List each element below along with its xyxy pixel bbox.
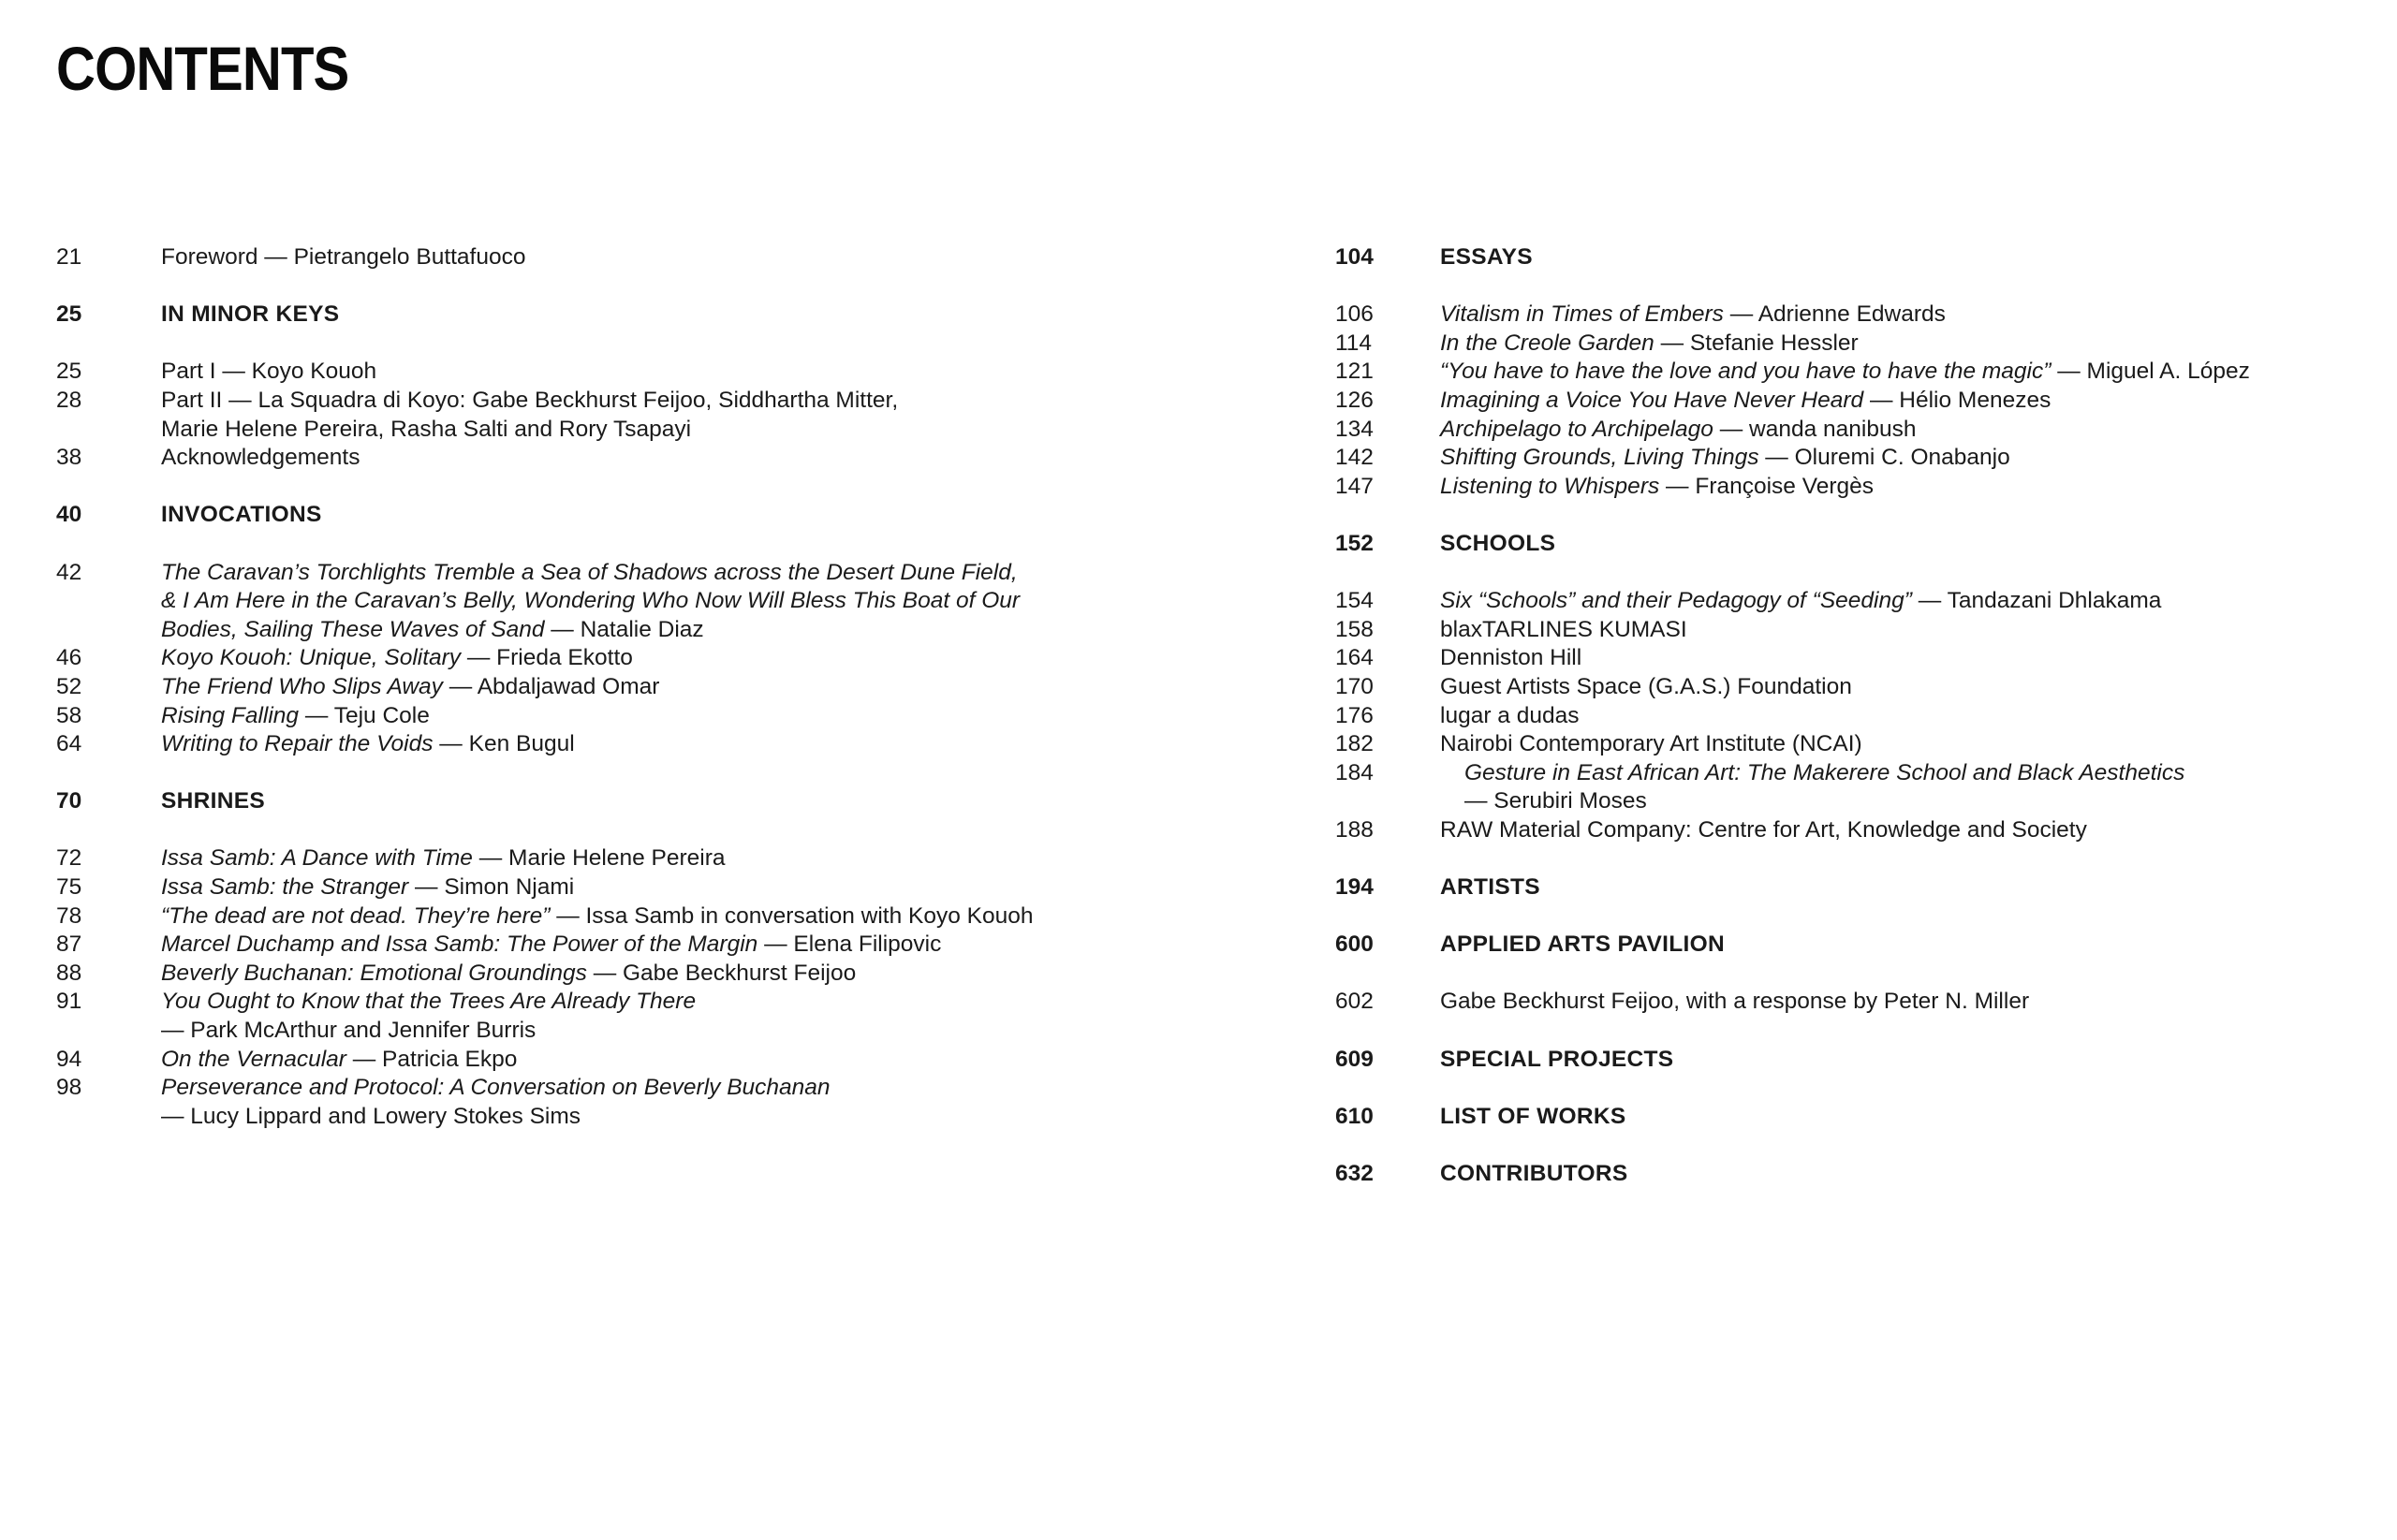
entry-text: — Park McArthur and Jennifer Burris	[161, 1018, 537, 1044]
entry-text: Marie Helene Pereira, Rasha Salti and Rory Tsapayi	[161, 416, 692, 442]
page-number: 147	[1335, 473, 1374, 499]
entry-text: ESSAYS	[1440, 244, 1533, 270]
entry-text: Foreword — Pietrangelo Buttafuoco	[161, 244, 526, 270]
toc-entry[interactable]	[56, 902, 1273, 931]
section-gap	[56, 530, 1273, 559]
entry-italic-title: You Ought to Know that the Trees Are Already There	[161, 989, 697, 1015]
toc-entry[interactable]	[56, 988, 1273, 1017]
entry-text: — Abdaljawad Omar	[442, 673, 660, 699]
page-number	[56, 1103, 161, 1132]
entry-text: Nairobi Contemporary Art Institute (NCAI)	[1440, 731, 1862, 757]
page-number: 632	[1335, 1161, 1374, 1186]
page-number: 176	[1335, 702, 1374, 728]
entry-title	[1440, 301, 2365, 330]
toc-entry[interactable]	[1335, 759, 2365, 788]
entry-title	[161, 873, 1273, 902]
entry-text: — Frieda Ekotto	[461, 645, 633, 671]
page-number: 40	[56, 502, 82, 528]
section-gap	[56, 330, 1273, 359]
entry-italic-title: Issa Samb: the Stranger	[161, 874, 409, 901]
entry-text: — Adrienne Edwards	[1723, 301, 1946, 328]
entry-text: — Marie Helene Pereira	[472, 845, 726, 872]
toc-entry[interactable]	[1335, 330, 2365, 359]
page-number: 72	[56, 845, 82, 872]
section-gap	[1335, 844, 2365, 873]
entry-title	[161, 387, 1273, 416]
entry-italic-title: In the Creole Garden	[1440, 330, 1654, 356]
page-number: 121	[1335, 359, 1374, 385]
entry-title	[1440, 616, 2365, 645]
page-number: 194	[1335, 874, 1374, 901]
toc-section-heading[interactable]	[1335, 873, 2365, 902]
toc-section-heading[interactable]	[1335, 931, 2365, 960]
toc-entry[interactable]	[56, 616, 1273, 645]
entry-text: — Serubiri Moses	[1464, 788, 1647, 814]
toc-entry[interactable]	[56, 730, 1273, 759]
toc-entry[interactable]	[56, 1103, 1273, 1132]
entry-text: IN MINOR KEYS	[161, 301, 340, 328]
page-number: 75	[56, 874, 82, 901]
entry-text: CONTRIBUTORS	[1440, 1161, 1628, 1186]
page-number: 91	[56, 989, 82, 1015]
entry-italic-title: Imagining a Voice You Have Never Heard	[1440, 387, 1864, 413]
toc-entry[interactable]	[56, 243, 1273, 272]
toc-entry[interactable]	[1335, 787, 2365, 816]
page-number: 600	[1335, 931, 1374, 958]
toc-entry[interactable]	[56, 387, 1273, 416]
section-title	[1440, 1103, 2365, 1132]
entry-text: SPECIAL PROJECTS	[1440, 1046, 1674, 1072]
entry-title	[1440, 816, 2365, 845]
page-title: CONTENTS	[56, 34, 349, 103]
toc-section-heading[interactable]	[1335, 243, 2365, 272]
contents-left-column	[56, 243, 1273, 1131]
entry-title	[161, 587, 1273, 616]
page-number: 609	[1335, 1046, 1374, 1072]
toc-section-heading[interactable]	[1335, 1160, 2365, 1189]
section-gap	[1335, 272, 2365, 301]
toc-entry[interactable]	[56, 873, 1273, 902]
toc-entry[interactable]	[1335, 816, 2365, 845]
entry-italic-title: Gesture in East African Art: The Makerere School and Black Aesthetics	[1464, 759, 2185, 785]
entry-italic-title: Rising Falling	[161, 702, 300, 728]
entry-title	[161, 1103, 1273, 1132]
page-number	[1335, 787, 1440, 816]
toc-entry[interactable]	[56, 960, 1273, 989]
page-number: 158	[1335, 616, 1374, 642]
entry-text: APPLIED ARTS PAVILION	[1440, 931, 1725, 958]
entry-text: LIST OF WORKS	[1440, 1103, 1626, 1129]
page-number: 106	[1335, 301, 1374, 328]
toc-entry[interactable]	[1335, 387, 2365, 416]
page-number: 88	[56, 960, 82, 986]
entry-italic-title: Listening to Whispers	[1440, 473, 1660, 499]
entry-title	[1440, 587, 2365, 616]
section-title	[1440, 931, 2365, 960]
entry-text: — Elena Filipovic	[757, 931, 942, 958]
page-number: 170	[1335, 673, 1374, 699]
entry-title	[1440, 358, 2365, 387]
entry-text: Gabe Beckhurst Feijoo, with a response by Peter N. Miller	[1440, 989, 2030, 1015]
entry-text: — Hélio Menezes	[1863, 387, 2051, 413]
toc-entry[interactable]	[1335, 702, 2365, 731]
toc-section-heading[interactable]	[1335, 1103, 2365, 1132]
toc-entry[interactable]	[56, 1074, 1273, 1103]
entry-text: Denniston Hill	[1440, 645, 1582, 671]
entry-title	[161, 358, 1273, 387]
entry-text: RAW Material Company: Centre for Art, Knowledge and Society	[1440, 816, 2087, 843]
entry-italic-title: “You have to have the love and you have to have the magic”	[1440, 359, 2051, 385]
entry-text: — Teju Cole	[299, 702, 430, 728]
toc-entry[interactable]	[1335, 416, 2365, 445]
entry-text: — Oluremi C. Onabanjo	[1758, 445, 2010, 471]
entry-italic-title: On the Vernacular	[161, 1046, 346, 1072]
section-title	[1440, 1046, 2365, 1075]
toc-entry[interactable]	[56, 1017, 1273, 1046]
toc-entry[interactable]	[56, 559, 1273, 588]
entry-title	[161, 844, 1273, 873]
section-gap	[1335, 1131, 2365, 1160]
page-number	[56, 616, 161, 645]
entry-title	[161, 644, 1273, 673]
page-number: 94	[56, 1046, 82, 1072]
section-title	[1440, 1160, 2365, 1189]
page-number: 21	[56, 244, 82, 270]
entry-text: — Lucy Lippard and Lowery Stokes Sims	[161, 1103, 581, 1129]
section-gap	[1335, 559, 2365, 588]
section-gap	[1335, 1074, 2365, 1103]
section-gap	[1335, 1017, 2365, 1046]
page-number: 28	[56, 387, 82, 413]
entry-title	[161, 702, 1273, 731]
entry-italic-title: Beverly Buchanan: Emotional Groundings	[161, 960, 587, 986]
page-number: 52	[56, 673, 82, 699]
toc-entry[interactable]	[56, 644, 1273, 673]
entry-text: SCHOOLS	[1440, 530, 1556, 556]
entry-title	[161, 902, 1273, 931]
entry-title	[161, 444, 1273, 473]
page-number: 58	[56, 702, 82, 728]
entry-text: — Miguel A. López	[2051, 359, 2250, 385]
toc-entry[interactable]	[1335, 988, 2365, 1017]
entry-text: — Gabe Beckhurst Feijoo	[586, 960, 857, 986]
entry-title	[1440, 673, 2365, 702]
toc-entry[interactable]	[1335, 616, 2365, 645]
entry-text: blaxTARLINES KUMASI	[1440, 616, 1687, 642]
entry-italic-title: Writing to Repair the Voids	[161, 731, 434, 757]
page-number: 610	[1335, 1103, 1374, 1129]
entry-title	[1440, 416, 2365, 445]
section-gap	[56, 473, 1273, 502]
entry-italic-title: Bodies, Sailing These Waves of Sand	[161, 616, 545, 642]
toc-entry[interactable]	[1335, 730, 2365, 759]
toc-section-heading[interactable]	[56, 787, 1273, 816]
entry-italic-title: Six “Schools” and their Pedagogy of “Seeding”	[1440, 588, 1912, 614]
section-gap	[1335, 501, 2365, 530]
section-gap	[56, 816, 1273, 845]
entry-text: Part I — Koyo Kouoh	[161, 359, 377, 385]
section-gap	[1335, 902, 2365, 931]
toc-section-heading[interactable]	[1335, 530, 2365, 559]
toc-entry[interactable]	[1335, 301, 2365, 330]
page-number: 38	[56, 445, 82, 471]
entry-italic-title: Issa Samb: A Dance with Time	[161, 845, 473, 872]
entry-text: Acknowledgements	[161, 445, 360, 471]
entry-text: — Issa Samb in conversation with Koyo Kouoh	[550, 902, 1034, 929]
page-number: 46	[56, 645, 82, 671]
toc-entry[interactable]	[1335, 644, 2365, 673]
entry-title	[1440, 787, 2365, 816]
page-number: 70	[56, 788, 82, 814]
toc-section-heading[interactable]	[56, 301, 1273, 330]
entry-text: — Tandazani Dhlakama	[1911, 588, 2162, 614]
entry-title	[1440, 730, 2365, 759]
toc-entry[interactable]	[56, 1046, 1273, 1075]
page-number: 182	[1335, 731, 1374, 757]
section-title	[1440, 873, 2365, 902]
section-title	[161, 301, 1273, 330]
entry-title	[1440, 759, 2365, 788]
entry-text: — Patricia Ekpo	[346, 1046, 518, 1072]
entry-text: — Ken Bugul	[433, 731, 575, 757]
entry-text: INVOCATIONS	[161, 502, 322, 528]
entry-text: Guest Artists Space (G.A.S.) Foundation	[1440, 673, 1852, 699]
entry-italic-title: Shifting Grounds, Living Things	[1440, 445, 1759, 471]
page-number: 25	[56, 359, 82, 385]
entry-title	[1440, 330, 2365, 359]
entry-italic-title: Perseverance and Protocol: A Conversation on Beverly Buchanan	[161, 1075, 831, 1101]
entry-text: — Natalie Diaz	[544, 616, 704, 642]
contents-right-column	[1335, 243, 2365, 1189]
toc-entry[interactable]	[56, 358, 1273, 387]
entry-italic-title: Koyo Kouoh: Unique, Solitary	[161, 645, 462, 671]
page-number: 142	[1335, 445, 1374, 471]
entry-title	[161, 416, 1273, 445]
entry-text: — wanda nanibush	[1713, 416, 1917, 442]
entry-text: ARTISTS	[1440, 874, 1540, 901]
entry-italic-title: The Friend Who Slips Away	[161, 673, 443, 699]
entry-italic-title: The Caravan’s Torchlights Tremble a Sea of Shadows across the Desert Dune Field,	[161, 559, 1018, 585]
page-number: 602	[1335, 989, 1374, 1015]
page-number	[56, 416, 161, 445]
entry-text: — Stefanie Hessler	[1654, 330, 1859, 356]
entry-italic-title: Vitalism in Times of Embers	[1440, 301, 1724, 328]
toc-entry[interactable]	[56, 702, 1273, 731]
toc-section-heading[interactable]	[1335, 1046, 2365, 1075]
toc-entry[interactable]	[1335, 444, 2365, 473]
page-number: 126	[1335, 387, 1374, 413]
section-gap	[1335, 960, 2365, 989]
page-number	[56, 587, 161, 616]
page-number: 114	[1335, 330, 1373, 356]
page-number: 25	[56, 301, 82, 328]
page-number: 42	[56, 559, 82, 585]
entry-text: lugar a dudas	[1440, 702, 1580, 728]
section-title	[1440, 530, 2365, 559]
entry-text: — Françoise Vergès	[1659, 473, 1875, 499]
entry-title	[161, 931, 1273, 960]
section-title	[161, 501, 1273, 530]
section-gap	[56, 759, 1273, 788]
entry-title	[1440, 988, 2365, 1017]
section-title	[161, 787, 1273, 816]
page-number: 154	[1335, 588, 1374, 614]
entry-title	[161, 730, 1273, 759]
entry-text: Part II — La Squadra di Koyo: Gabe Beckhurst Feijoo, Siddhartha Mitter,	[161, 387, 899, 413]
toc-entry[interactable]	[56, 931, 1273, 960]
toc-entry[interactable]	[56, 444, 1273, 473]
section-gap	[56, 272, 1273, 301]
entry-title	[1440, 644, 2365, 673]
entry-title	[161, 1046, 1273, 1075]
entry-text: — Simon Njami	[408, 874, 575, 901]
page-number: 134	[1335, 416, 1374, 442]
page-number: 152	[1335, 530, 1374, 556]
entry-title	[161, 559, 1273, 588]
toc-entry[interactable]	[1335, 473, 2365, 502]
toc-entry[interactable]	[56, 673, 1273, 702]
page-number: 104	[1335, 244, 1374, 270]
entry-title	[1440, 473, 2365, 502]
toc-entry[interactable]	[1335, 358, 2365, 387]
entry-italic-title: Marcel Duchamp and Issa Samb: The Power of the Margin	[161, 931, 758, 958]
page-number	[56, 1017, 161, 1046]
page-number: 64	[56, 731, 82, 757]
entry-title	[1440, 702, 2365, 731]
entry-italic-title: Archipelago to Archipelago	[1440, 416, 1713, 442]
page-number: 184	[1335, 759, 1374, 785]
entry-title	[161, 616, 1273, 645]
toc-entry[interactable]	[56, 416, 1273, 445]
toc-section-heading[interactable]	[56, 501, 1273, 530]
section-title	[1440, 243, 2365, 272]
toc-entry[interactable]	[1335, 673, 2365, 702]
entry-title	[161, 1017, 1273, 1046]
toc-entry[interactable]	[1335, 587, 2365, 616]
page-number: 78	[56, 902, 82, 929]
entry-title	[161, 988, 1273, 1017]
entry-title	[161, 960, 1273, 989]
page-number: 188	[1335, 816, 1374, 843]
toc-entry[interactable]	[56, 587, 1273, 616]
entry-text: SHRINES	[161, 788, 266, 814]
entry-title	[161, 243, 1273, 272]
page-number: 87	[56, 931, 82, 958]
entry-title	[1440, 444, 2365, 473]
entry-italic-title: “The dead are not dead. They’re here”	[161, 902, 551, 929]
entry-title	[1440, 387, 2365, 416]
page-number: 98	[56, 1075, 82, 1101]
page-number: 164	[1335, 645, 1374, 671]
entry-italic-title: & I Am Here in the Caravan’s Belly, Wondering Who Now Will Bless This Boat of Our	[161, 588, 1021, 614]
entry-title	[161, 673, 1273, 702]
entry-title	[161, 1074, 1273, 1103]
toc-entry[interactable]	[56, 844, 1273, 873]
